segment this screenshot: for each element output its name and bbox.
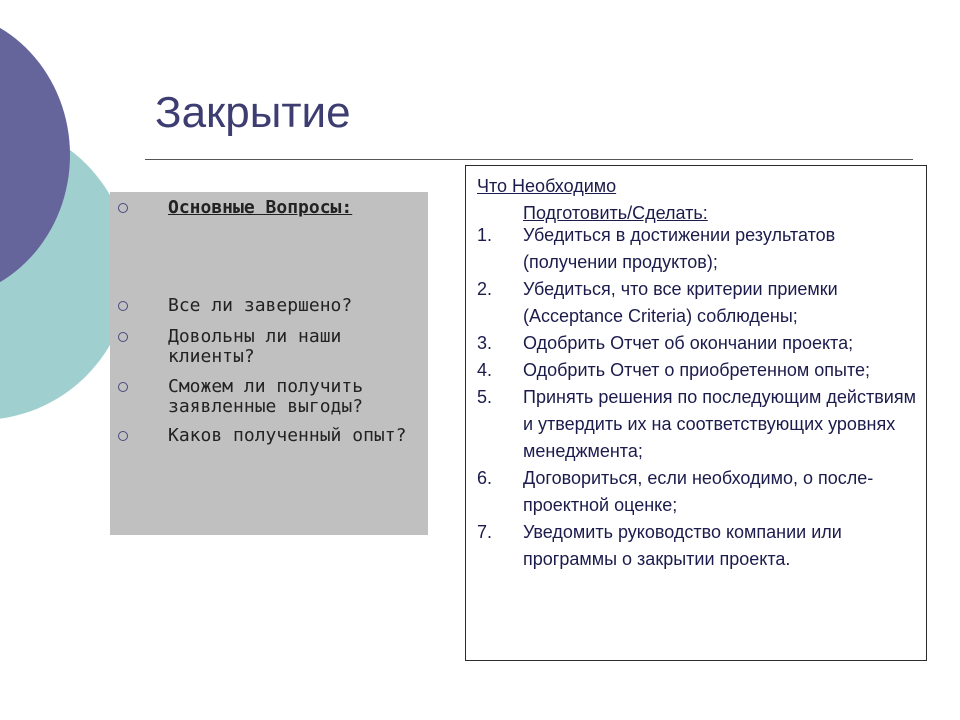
step-item [466,276,926,330]
action-items-box [465,165,927,661]
step-number: 2. [477,279,493,299]
step-text: Уведомить руководство компании или программы о закрытии проекта. [523,522,842,569]
action-items-heading-line2: Подготовить/Сделать: [523,203,708,223]
title-divider [145,159,913,160]
step-text: Убедиться, что все критерии приемки (Acceptance Criteria) соблюдены; [523,279,838,326]
step-item [466,384,926,465]
step-item [466,519,926,573]
step-number: 7. [477,522,493,542]
step-number: 5. [477,387,493,407]
action-steps-list [466,222,926,573]
step-text: Принять решения по последующим действиям и утвердить их на соответствующих уровнях менеджмента; [523,387,916,461]
step-number: 1. [477,225,493,245]
ring-bullet-icon [118,431,128,441]
action-items-heading [477,173,777,227]
step-item [466,222,926,276]
key-questions-panel: Основные Вопросы: Все ли завершено? Довольны ли наши клиенты? Сможем ли получить заявленные выгоды? Каков полученный опыт? [110,192,428,535]
ring-bullet-icon [118,332,128,342]
step-number: 3. [477,333,493,353]
step-item [466,465,926,519]
action-items-heading-line1: Что Необходимо [477,176,617,196]
ring-bullet-icon [118,301,128,311]
step-text: Одобрить Отчет о приобретенном опыте; [523,360,871,380]
step-number: 6. [477,468,493,488]
step-text: Договориться, если необходимо, о после-проектной оценке; [523,468,874,515]
ring-bullet-icon [118,382,128,392]
step-item [466,357,926,384]
step-text: Одобрить Отчет об окончании проекта; [523,333,854,353]
step-number: 4. [477,360,493,380]
ring-bullet-icon [118,203,128,213]
step-text: Убедиться в достижении результатов (получении продуктов); [523,225,836,272]
slide-title: Закрытие [155,88,351,137]
step-item [466,330,926,357]
